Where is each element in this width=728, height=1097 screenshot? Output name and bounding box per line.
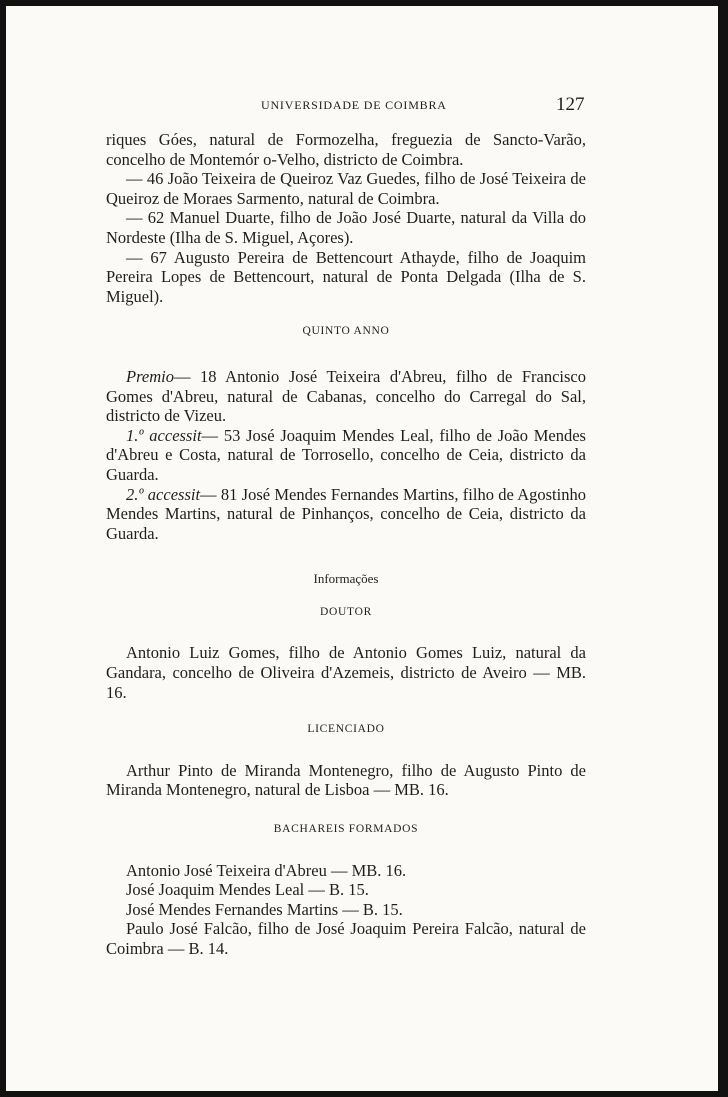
document-page [6, 6, 718, 1091]
premio-label: Premio [126, 366, 174, 386]
accessit2-entry [106, 485, 586, 544]
paragraph-2: — 46 João Teixeira de Queiroz Vaz Guedes, filho de José Teixeira de Queiroz de Moraes Sarmento, natural de Coimbra. [106, 169, 586, 208]
page-body [106, 130, 586, 959]
accessit2-label: 2.º accessit [126, 484, 201, 504]
section-heading-licenciado: LICENCIADO [307, 723, 385, 736]
paragraph-4: — 67 Augusto Pereira de Bettencourt Athayde, filho de Joaquim Pereira Lopes de Bettencourt, natural de Ponta Delgada (Ilha de S. Miguel). [106, 247, 586, 306]
section-heading-doutor: DOUTOR [320, 605, 372, 618]
running-head: UNIVERSIDADE DE COIMBRA [261, 98, 447, 112]
page-header [6, 94, 718, 116]
accessit1-text: — 53 José Joaquim Mendes Leal, filho de João Mendes d'Abreu e Costa, natural de Torrosello, concelho de Ceia, districto da Guarda. [106, 425, 586, 484]
accessit1-entry [106, 426, 586, 485]
bachareis-line-4: Paulo José Falcão, filho de José Joaquim Pereira Falcão, natural de Coimbra — B. 14. [106, 919, 586, 958]
accessit1-label: 1.º accessit [126, 425, 202, 445]
section-heading-informacoes: Informações [313, 571, 379, 587]
licenciado-entry: Arthur Pinto de Miranda Montenegro, filho de Augusto Pinto de Miranda Montenegro, natural de Lisboa — MB. 16. [106, 760, 586, 800]
section-heading-bachareis: BACHAREIS FORMADOS [273, 823, 419, 836]
bachareis-line-2: José Joaquim Mendes Leal — B. 15. [126, 880, 369, 900]
bachareis-line-3: José Mendes Fernandes Martins — B. 15. [126, 899, 403, 919]
doutor-entry: Antonio Luiz Gomes, filho de Antonio Gomes Luiz, natural da Gandara, concelho de Oliveira d'Azemeis, districto de Aveiro — MB. 16. [106, 643, 586, 702]
paragraph-3: — 62 Manuel Duarte, filho de João José Duarte, natural da Villa do Nordeste (Ilha de S. Miguel, Açores). [106, 208, 586, 247]
bachareis-line-1: Antonio José Teixeira d'Abreu — MB. 16. [126, 860, 407, 880]
section-heading-quinto-anno: QUINTO ANNO [302, 325, 390, 338]
page-number: 127 [556, 94, 585, 115]
premio-text: — 18 Antonio José Teixeira d'Abreu, filho de Francisco Gomes d'Abreu, natural de Cabanas, concelho do Carregal do Sal, districto de Vizeu. [106, 366, 586, 426]
paragraph-1: riques Góes, natural de Formozelha, freguezia de Sancto-Varão, concelho de Montemór o-Velho, districto de Coimbra. [106, 130, 586, 169]
accessit2-text: — 81 José Mendes Fernandes Martins, filho de Agostinho Mendes Martins, natural de Pinhanços, concelho de Ceia, districto da Guarda. [106, 484, 586, 543]
premio-entry [106, 367, 586, 426]
